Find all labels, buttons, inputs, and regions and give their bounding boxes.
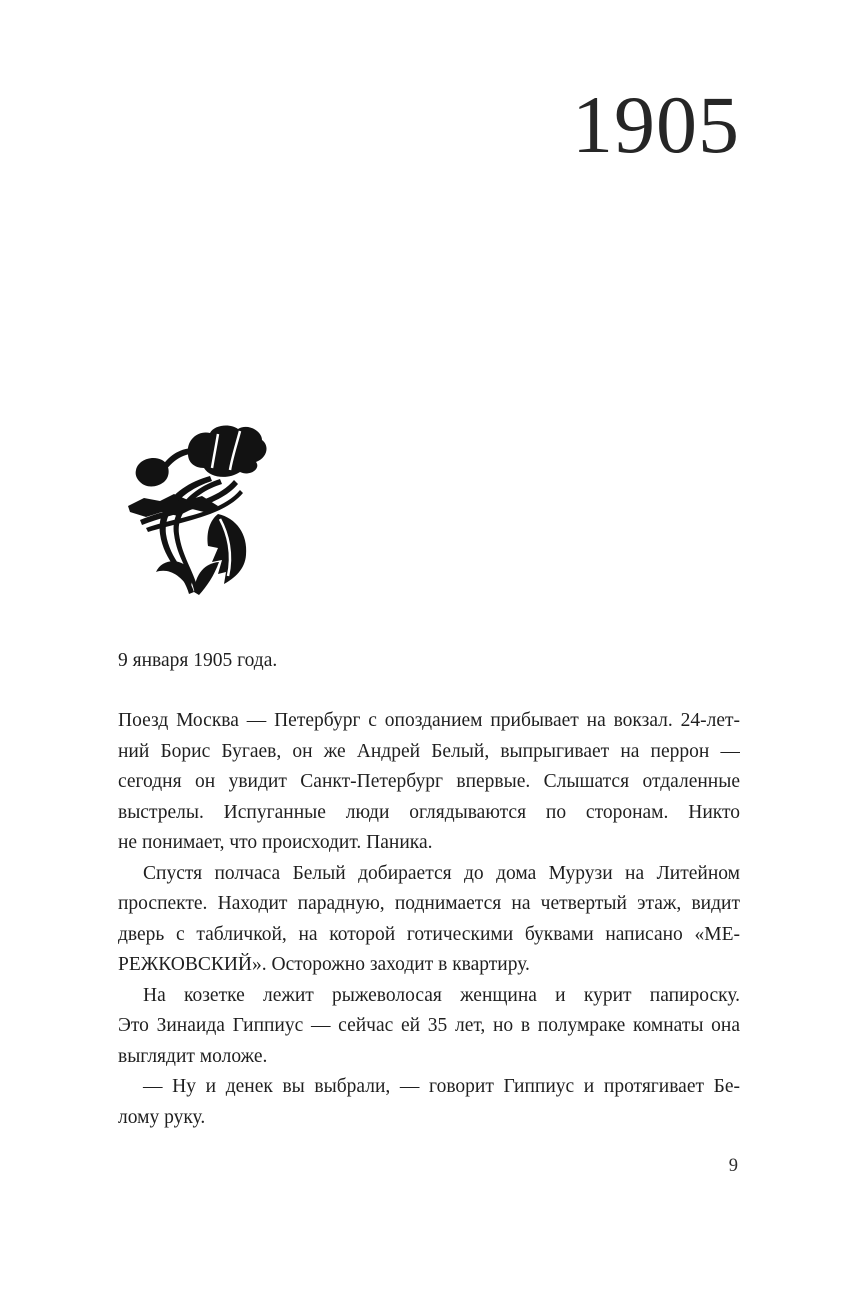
- text-line: лому руку.: [118, 1106, 206, 1128]
- text-line: выглядит моложе.: [118, 1045, 268, 1067]
- poppy-ornament-illustration: [122, 422, 272, 600]
- chapter-year-heading: 1905: [572, 79, 740, 170]
- text-line: сегодня он увидит Санкт-Петербург впервые. Слышатся отдаленные: [118, 771, 740, 792]
- text-line: Поезд Москва — Петербург с опозданием прибывает на вокзал. 24-лет-: [118, 710, 740, 731]
- text-line: проспекте. Находит парадную, поднимается на четвертый этаж, видит: [118, 893, 740, 914]
- text-line: ний Борис Бугаев, он же Андрей Белый, выпрыгивает на перрон —: [118, 740, 740, 762]
- text-line: — Ну и денек вы выбрали, — говорит Гиппиус и протягивает Бе-: [143, 1076, 740, 1097]
- page-number: 9: [728, 1156, 738, 1176]
- text-line: выстрелы. Испуганные люди оглядываются по сторонам. Никто: [118, 801, 740, 823]
- text-line: дверь с табличкой, на которой готическими буквами написано «МЕ-: [118, 923, 740, 945]
- text-line: Это Зинаида Гиппиус — сейчас ей 35 лет, но в полумраке комнаты она: [118, 1015, 740, 1036]
- text-line: Спустя полчаса Белый добирается до дома Мурузи на Литейном: [143, 862, 740, 884]
- text-line: РЕЖКОВСКИЙ». Осторожно заходит в квартиру.: [118, 954, 530, 975]
- text-line: не понимает, что происходит. Паника.: [118, 832, 433, 853]
- text-line: На козетке лежит рыжеволосая женщина и курит папироску.: [143, 984, 740, 1006]
- body-text: [118, 706, 740, 1133]
- poppy-flower-icon: [122, 422, 272, 600]
- date-line: 9 января 1905 года.: [118, 650, 278, 671]
